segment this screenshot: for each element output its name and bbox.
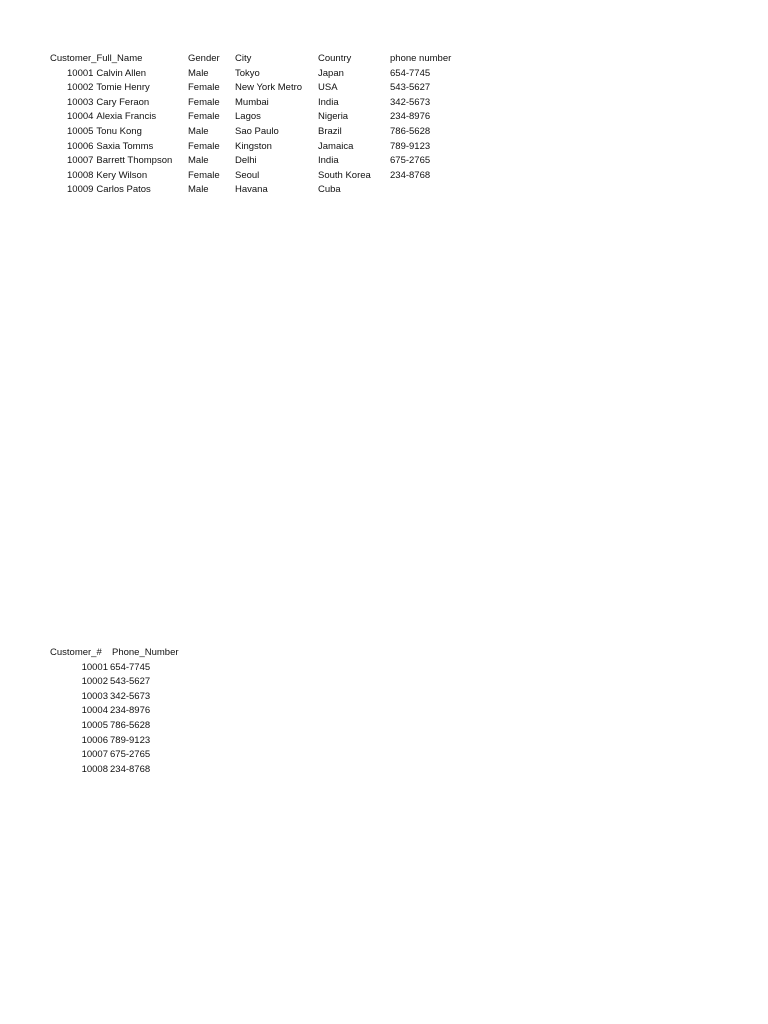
cell-country[interactable]: Cuba (318, 184, 341, 196)
table-row (50, 110, 470, 125)
cell-country[interactable]: Japan (318, 67, 344, 79)
header-gender[interactable]: Gender (188, 53, 220, 64)
cell-gender[interactable]: Male (188, 67, 209, 79)
cell-country[interactable]: Jamaica (318, 140, 354, 152)
cell-city[interactable]: Tokyo (235, 67, 260, 79)
cell-country[interactable]: South Korea (318, 169, 371, 181)
cell-customer-number[interactable]: 10004 (81, 705, 108, 717)
cell-phone-number[interactable]: 675-2765 (110, 749, 151, 761)
table-row (50, 96, 470, 111)
table-row (50, 661, 192, 676)
cell-city[interactable]: Lagos (235, 111, 261, 123)
cell-phone-number[interactable]: 654-7745 (390, 67, 431, 79)
customer-id: 10001 (67, 67, 94, 79)
cell-customer-number[interactable]: 10008 (81, 763, 108, 775)
cell-phone-number[interactable]: 342-5673 (390, 96, 431, 108)
table-row (50, 748, 192, 763)
cell-customer-full-name[interactable] (50, 96, 188, 111)
phones-header-row (50, 646, 192, 661)
cell-customer-number[interactable]: 10001 (81, 661, 108, 673)
cell-city[interactable]: New York Metro (235, 82, 303, 94)
cell-gender[interactable]: Male (188, 125, 209, 137)
table-row (50, 675, 192, 690)
cell-gender[interactable]: Female (188, 111, 220, 123)
table-row (50, 81, 470, 96)
customer-id: 10005 (67, 125, 94, 137)
table-row (50, 125, 470, 140)
cell-phone-number[interactable]: 234-8976 (390, 111, 431, 123)
customer-id: 10009 (67, 184, 94, 196)
cell-country[interactable]: Brazil (318, 125, 342, 137)
customer-name: Calvin Allen (96, 67, 147, 79)
cell-city[interactable]: Havana (235, 184, 268, 196)
header-phone-number[interactable]: phone number (390, 53, 452, 64)
customer-id: 10008 (67, 169, 94, 181)
customer-name: Tonu Kong (96, 125, 142, 137)
header-customer-number[interactable]: Customer_# (50, 647, 102, 658)
customer-id: 10007 (67, 155, 94, 167)
cell-customer-full-name[interactable] (50, 169, 188, 184)
cell-city[interactable]: Seoul (235, 169, 260, 181)
customer-id: 10004 (67, 111, 94, 123)
cell-phone-number[interactable]: 786-5628 (110, 719, 151, 731)
cell-customer-full-name[interactable] (50, 140, 188, 155)
cell-customer-full-name[interactable] (50, 183, 188, 198)
cell-gender[interactable]: Female (188, 96, 220, 108)
cell-phone-number[interactable] (390, 183, 470, 198)
phones-body (50, 661, 192, 778)
cell-country[interactable]: India (318, 155, 339, 167)
cell-customer-full-name[interactable] (50, 154, 188, 169)
table-row (50, 734, 192, 749)
cell-gender[interactable]: Female (188, 140, 220, 152)
cell-phone-number[interactable]: 234-8976 (110, 705, 151, 717)
table-row (50, 704, 192, 719)
cell-customer-full-name[interactable] (50, 81, 188, 96)
table-row (50, 763, 192, 778)
cell-phone-number[interactable]: 789-9123 (390, 140, 431, 152)
cell-country[interactable]: Nigeria (318, 111, 349, 123)
customers-body (50, 67, 470, 198)
cell-customer-number[interactable]: 10005 (81, 719, 108, 731)
cell-country[interactable]: India (318, 96, 339, 108)
cell-customer-number[interactable]: 10006 (81, 734, 108, 746)
table-row (50, 690, 192, 705)
cell-phone-number[interactable]: 675-2765 (390, 155, 431, 167)
cell-city[interactable]: Sao Paulo (235, 125, 279, 137)
cell-gender[interactable]: Female (188, 169, 220, 181)
header-country[interactable]: Country (318, 53, 352, 64)
header-city[interactable]: City (235, 53, 252, 64)
cell-gender[interactable]: Male (188, 155, 209, 167)
cell-customer-number[interactable]: 10007 (81, 749, 108, 761)
cell-phone-number[interactable]: 234-8768 (390, 169, 431, 181)
cell-gender[interactable]: Male (188, 184, 209, 196)
header-phone-number-2[interactable]: Phone_Number (112, 647, 179, 658)
cell-customer-full-name[interactable] (50, 67, 188, 82)
cell-phone-number[interactable]: 654-7745 (110, 661, 151, 673)
cell-phone-number[interactable]: 786-5628 (390, 125, 431, 137)
cell-city[interactable]: Kingston (235, 140, 272, 152)
customer-id: 10006 (67, 140, 94, 152)
cell-gender[interactable]: Female (188, 82, 220, 94)
cell-phone-number[interactable]: 342-5673 (110, 690, 151, 702)
customer-name: Carlos Patos (96, 184, 151, 196)
cell-customer-full-name[interactable] (50, 110, 188, 125)
cell-country[interactable]: USA (318, 82, 338, 94)
customers-header-row (50, 52, 470, 67)
customer-name: Barrett Thompson (96, 155, 173, 167)
header-customer-full-name[interactable]: Customer_Full_Name (50, 53, 143, 64)
cell-customer-full-name[interactable] (50, 125, 188, 140)
customer-name: Kery Wilson (96, 169, 148, 181)
cell-phone-number[interactable]: 234-8768 (110, 763, 151, 775)
customers-table (50, 52, 470, 198)
cell-customer-number[interactable]: 10003 (81, 690, 108, 702)
table-row (50, 140, 470, 155)
cell-phone-number[interactable]: 543-5627 (110, 676, 151, 688)
customer-id: 10003 (67, 96, 94, 108)
customer-name: Alexia Francis (96, 111, 157, 123)
table-row (50, 154, 470, 169)
cell-city[interactable]: Mumbai (235, 96, 269, 108)
table-row (50, 719, 192, 734)
customer-name: Tomie Henry (96, 82, 150, 94)
table-row (50, 183, 470, 198)
cell-city[interactable]: Delhi (235, 155, 257, 167)
cell-phone-number[interactable]: 543-5627 (390, 82, 431, 94)
customer-name: Cary Feraon (96, 96, 150, 108)
phones-table (50, 646, 192, 777)
table-row (50, 67, 470, 82)
cell-customer-number[interactable]: 10002 (81, 676, 108, 688)
customer-name: Saxia Tomms (96, 140, 154, 152)
cell-phone-number[interactable]: 789-9123 (110, 734, 151, 746)
customer-id: 10002 (67, 82, 94, 94)
table-row (50, 169, 470, 184)
